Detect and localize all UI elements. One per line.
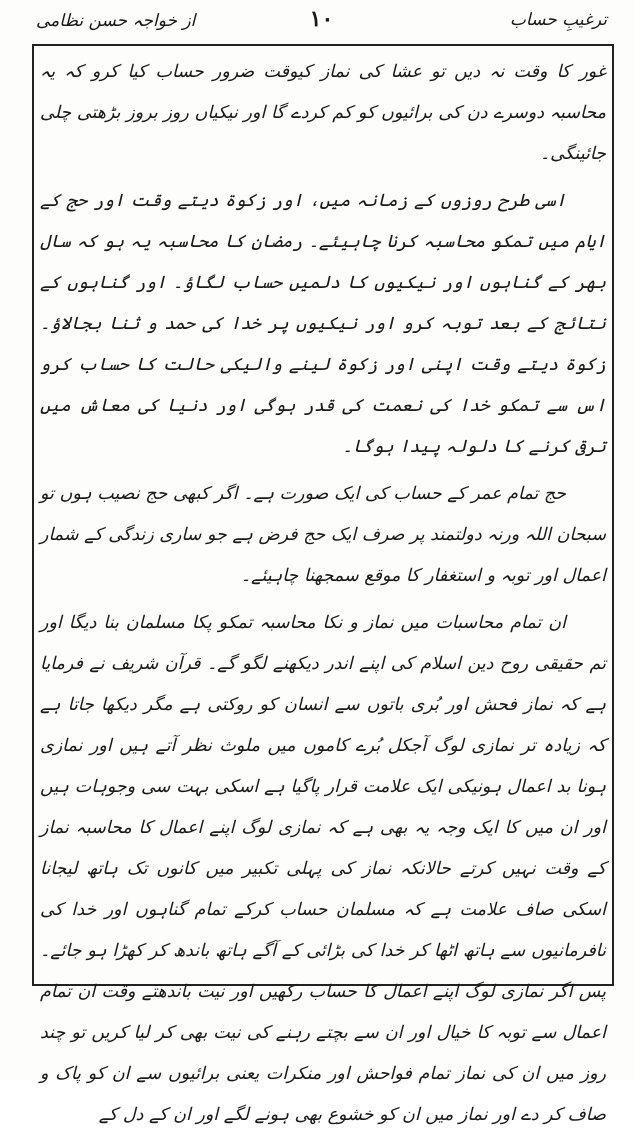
page-number: ۱۰ xyxy=(309,6,334,32)
page-header xyxy=(30,6,613,40)
running-title: ترغیبِ حساب xyxy=(509,10,607,30)
paragraph-4: ان تمام محاسبات میں نماز و نکا محاسبہ تمکو پکا مسلمان بنا دیگا اور تم حقیقی روح دین اسلام کی اپنے اندر دیکھنے لگو گے۔ قرآن شریف نے فرمایا ہے کہ نماز فحش اور بُری باتوں سے انسان کو روکتی ہے مگر دیکھا جاتا ہے کہ زیادہ تر نمازی لوگ آجکل بُرے کاموں میں ملوث نظر آتے ہیں اور نمازی ہونا بد اعمال ہونیکی ایک علامت قرار پاگیا ہے اسکی بہت سی وجوہات ہیں اور ان میں کا ایک وجہ یہ بھی ہے کہ نمازی لوگ اپنے اعمال کا محاسبہ نماز کے وقت نہیں کرتے حالانکہ نماز کی پہلی تکبیر میں کانوں تک ہاتھ لیجانا اسکی صاف علامت ہے کہ مسلمان حساب کرکے تمام گناہوں اور خدا کی نافرمانیوں سے ہاتھ اٹھا کر خدا کی بڑائی کے آگے ہاتھ باندھ کر کھڑا ہو جائے۔ پس اگر نمازی لوگ اپنے اعمال کا حساب رکھیں اور نیت باندھتے وقت ان تمام اعمال سے توبہ کا خیال اور ان سے بچتے رہنے کی نیت بھی کر لیا کریں تو چند روز میں ان کی نماز تمام فواحش اور منکرات یعنی برائیوں سے ان کو پاک و صاف کر دے اور نماز میں ان کو خشوع بھی ہونے لگے اور ان کے دل کے xyxy=(40,613,606,1125)
author-name: از خواجہ حسن نظامی xyxy=(36,11,196,31)
paragraph-1: غور کا وقت نہ دیں تو عشا کی نماز کیوقت ضرور حساب کیا کرو کہ یہ محاسبہ دوسرے دن کی برائیوں کو کم کردے گا اور نیکیاں روز بروز بڑھتی چلی جائینگی۔ xyxy=(40,62,606,164)
paragraph-2: اسی طرح روزوں کے زمانہ میں، اور زکوۃ دیتے وقت اور حج کے ایام میں تمکو محاسبہ کرنا چاہیئے۔ رمضان کا محاسبہ یہ ہو کہ سال بھر کے گناہوں اور نیکیوں کا دلمیں حساب لگاؤ۔ اور گناہوں کے نتائج کے بعد توبہ کرو اور نیکیوں پر خدا کی حمد و ثنا بجالاؤ۔ زکوۃ دیتے وقت اپنی اور زکوۃ لینے والیکی حالت کا حساب کرو اس سے تمکو خدا کی نعمت کی قدر ہوگی اور دنیا کی معاش میں ترقی کرنے کا دلولہ پیدا ہوگا۔ xyxy=(40,191,606,457)
body-text xyxy=(40,52,606,1125)
text-frame xyxy=(32,44,614,1125)
paragraph-3: حج تمام عمر کے حساب کی ایک صورت ہے۔ اگر کبھی حج نصیب ہوں تو سبحان اللہ ورنہ دولتمند پر صرف ایک حج فرض ہے جو ساری زندگی کے شمار اعمال اور توبہ و استغفار کا موقع سمجھنا چاہیئے۔ xyxy=(40,484,606,586)
